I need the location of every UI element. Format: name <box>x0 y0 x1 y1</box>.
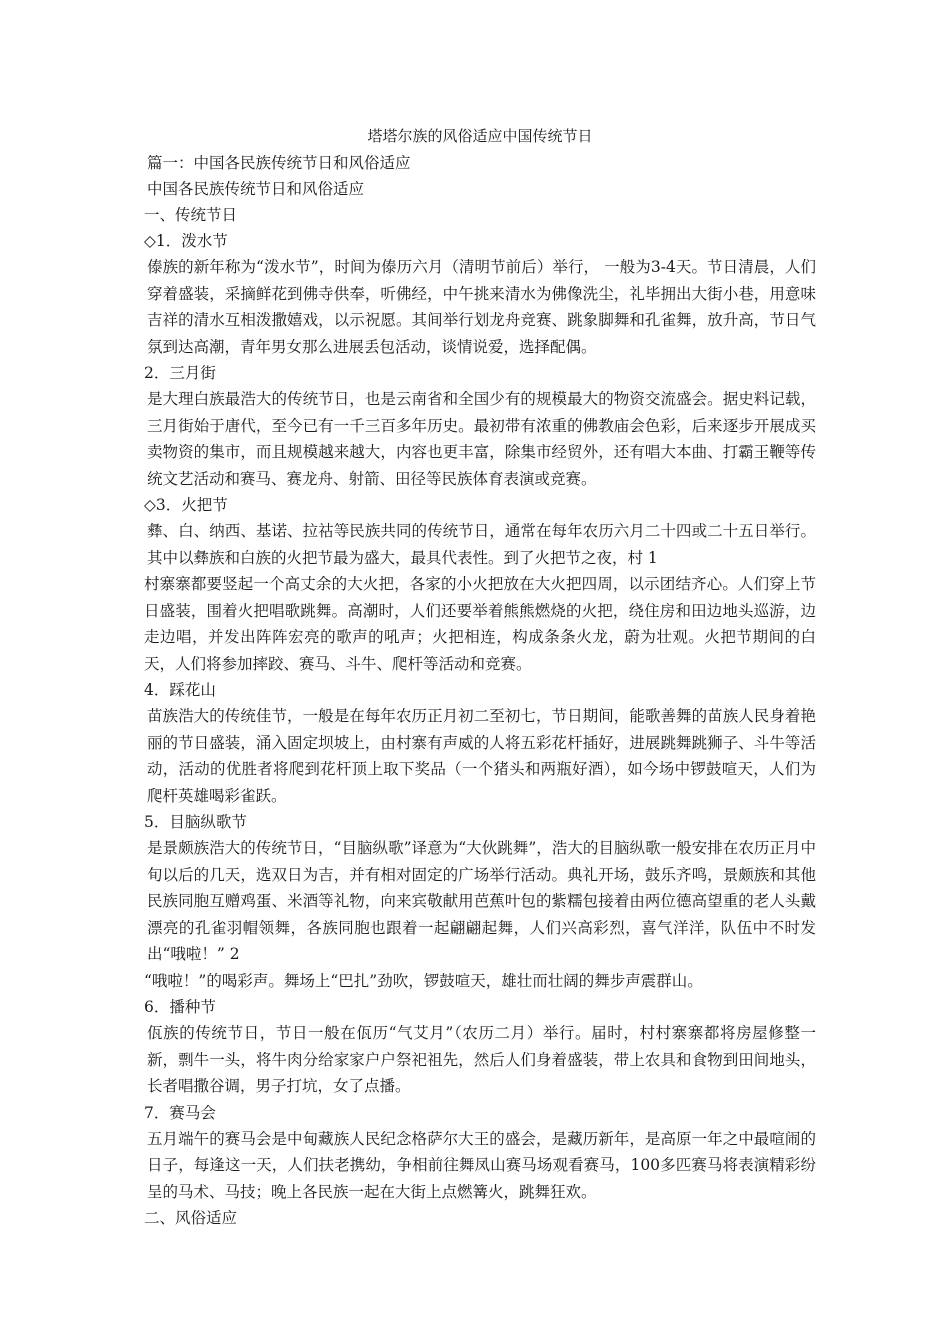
subtitle: 中国各民族传统节日和风俗适应 <box>147 180 365 198</box>
document-title: 塔塔尔族的风俗适应中国传统节日 <box>367 127 593 145</box>
item-heading-munao-festival: 5．目脑纵歌节 <box>144 813 247 831</box>
paragraph-munao-festival-b: “哦啦！”的喝彩声。舞场上“巴扎”劲吹，锣鼓喧天，雄壮而壮阔的舞步声震群山。 <box>144 971 703 990</box>
paragraph-horse-race: 五月端午的赛马会是中甸藏族人民纪念格萨尔大王的盛会，是藏历新年，是高原一年之中最喧闹的日子，每逢这一天，人们扶老携幼，争相前往舞凤山赛马场观看赛马，100多匹赛马将表演精彩纷呈的马术、马技；晚上各民族一起在大街上点燃篝火，跳舞狂欢。 <box>147 1129 816 1201</box>
paragraph-march-street: 是大理白族最浩大的传统节日，也是云南省和全国少有的规模最大的物资交流盛会。据史料记载，三月街始于唐代，至今已有一千三百多年历史。最初带有浓重的佛教庙会色彩，后来逐步开展成买卖物资的集市，而且规模越来越大，内容也更丰富，除集市经贸外，还有唱大本曲、打霸王鞭等传统文艺活动和赛马、赛龙舟、射箭、田径等民族体育表演或竞赛。 <box>147 390 816 488</box>
paragraph-sowing-festival: 佤族的传统节日，节日一般在佤历“气艾月”（农历二月）举行。届时，村村寨寨都将房屋修整一新，剽牛一头，将牛肉分给家家户户祭祀祖先，然后人们身着盛装，带上农具和食物到田间地头，长者唱撒谷调，男子打坑，女了点播。 <box>147 1024 816 1095</box>
part-heading: 篇一：中国各民族传统节日和风俗适应 <box>147 154 411 172</box>
item-heading-march-street: 2．三月街 <box>144 364 216 382</box>
item-heading-torch-festival: ◇3．火把节 <box>144 496 228 514</box>
section-heading-customs: 二、风俗适应 <box>144 1209 238 1227</box>
paragraph-torch-festival-a: 彝、白、纳西、基诺、拉祜等民族共同的传统节日，通常在每年农历六月二十四或二十五日举行。其中以彝族和白族的火把节最为盛大，最具代表性。到了火把节之夜，村 1 <box>147 522 816 567</box>
item-heading-sowing-festival: 6．播种节 <box>144 998 216 1016</box>
item-heading-horse-race: 7．赛马会 <box>144 1103 216 1122</box>
paragraph-munao-festival-a: 是景颇族浩大的传统节日，“目脑纵歌”译意为“大伙跳舞”，浩大的目脑纵歌一般安排在农历正月中旬以后的几天，选双日为吉，并有相对固定的广场举行活动。典礼开场，鼓乐齐鸣，景颇族和其他民族同胞互赠鸡蛋、米酒等礼物，向来宾敬献用芭蕉叶包的紫糯包接着由两位德高望重的老人头戴漂亮的孔雀羽帽领舞，各族同胞也跟着一起翩翩起舞，人们兴高彩烈，喜气洋洋，队伍中不时发出“哦啦！” 2 <box>147 839 816 963</box>
paragraph-water-festival: 傣族的新年称为“泼水节”，时间为傣历六月（清明节前后）举行， 一般为3-4天。节日清晨，人们穿着盛装，采摘鲜花到佛寺供奉，听佛经，中午挑来清水为佛像洗尘，礼毕拥出大街小巷，用意味吉祥的清水互相泼撒嬉戏，以示祝愿。其间举行划龙舟竞赛、跳象脚舞和孔雀舞，放升高，节日气氛到达高潮，青年男女那么进展丢包活动，谈情说爱，选择配偶。 <box>147 258 816 356</box>
paragraph-torch-festival-b: 村寨寨都要竖起一个高丈余的大火把，各家的小火把放在大火把四周，以示团结齐心。人们穿上节日盛装，围着火把唱歌跳舞。高潮时，人们还要举着熊熊燃烧的火把，绕住房和田边地头巡游，边走边唱，并发出阵阵宏亮的歌声的吼声；火把相连，构成条条火龙，蔚为壮观。火把节期间的白天，人们将参加摔跤、赛马、斗牛、爬杆等活动和竞赛。 <box>144 575 816 673</box>
item-heading-water-festival: ◇1．泼水节 <box>144 232 228 250</box>
section-heading-festivals: 一、传统节日 <box>144 206 238 224</box>
paragraph-flower-mountain: 苗族浩大的传统佳节，一般是在每年农历正月初二至初七，节日期间，能歌善舞的苗族人民身着艳丽的节日盛装，涌入固定坝坡上，由村寨有声威的人将五彩花杆插好，进展跳舞跳狮子、斗牛等活动，活动的优胜者将爬到花杆顶上取下奖品（一个猪头和两瓶好酒），如今场中锣鼓喧天，人们为爬杆英雄喝彩雀跃。 <box>147 707 816 805</box>
item-heading-flower-mountain: 4．踩花山 <box>144 681 216 699</box>
